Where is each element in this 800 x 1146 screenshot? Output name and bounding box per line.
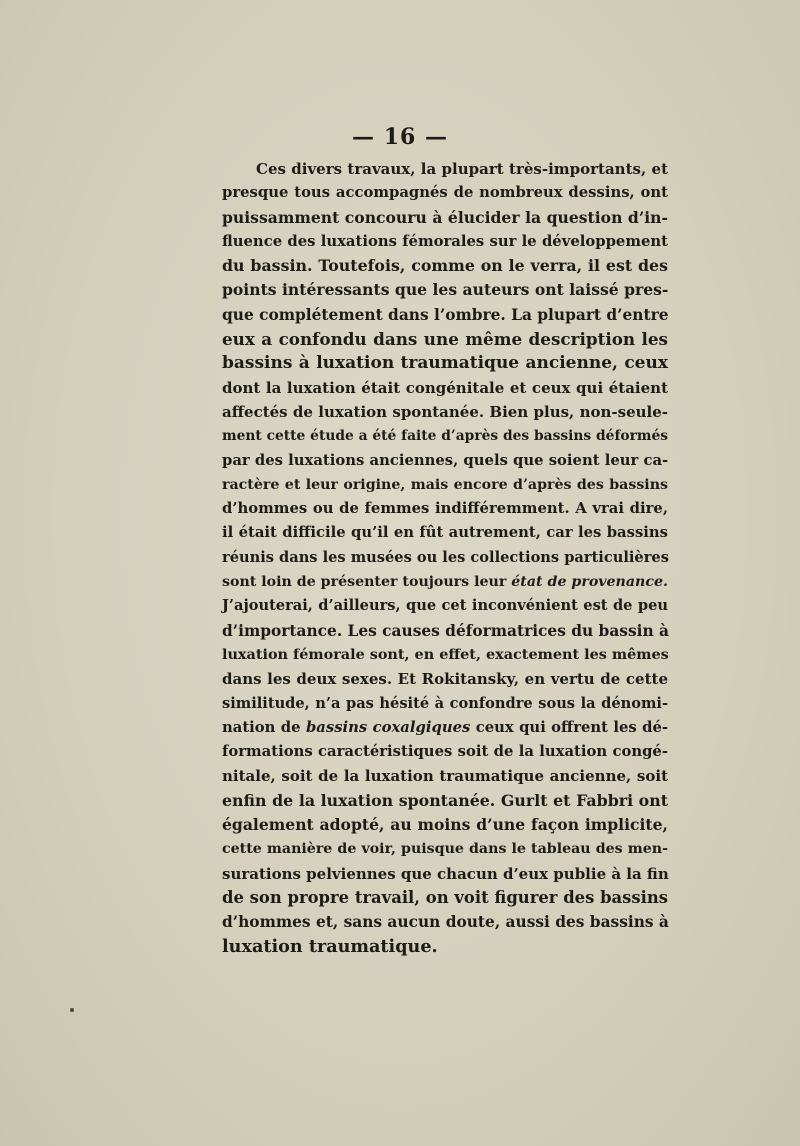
text-line: formations caractéristiques soit de la luxation congé-	[222, 743, 668, 761]
text-line: par des luxations anciennes, quels que soient leur ca-	[222, 451, 669, 469]
text-line: également adopté, au moins d’une façon implicite,	[222, 815, 668, 835]
text-line: ractère et leur origine, mais encore d’après des bassins	[222, 476, 668, 493]
text-line: du bassin. Toutefois, comme on le verra, il est des	[222, 256, 668, 276]
text-line: eux a confondu dans une même description les	[222, 329, 668, 350]
text-line: que complétement dans l’ombre. La plupart d’entre	[222, 305, 669, 324]
text-line: luxation traumatique.	[222, 935, 438, 957]
text-line: nitale, soit de la luxation traumatique ancienne, soit	[222, 767, 668, 786]
text-line: dont la luxation était congénitale et ceux qui étaient	[222, 378, 668, 397]
text-line: cette manière de voir, puisque dans le tableau des men-	[222, 841, 668, 858]
text-line: puissamment concouru à élucider la question d’in-	[222, 207, 668, 227]
text-line: J’ajouterai, d’ailleurs, que cet inconvénient est de peu	[222, 597, 668, 615]
text-line: luxation fémorale sont, en effet, exactement les mêmes	[222, 645, 669, 663]
text-line: sont loin de présenter toujours leur état de provenance.	[222, 574, 668, 591]
text-line: points intéressants que les auteurs ont laissé pres-	[222, 280, 669, 300]
text-line: similitude, n’a pas hésité à confondre sous la dénomi-	[222, 694, 668, 712]
text-line: presque tous accompagnés de nombreux dessins, ont	[222, 184, 668, 202]
text-line: dans les deux sexes. Et Rokitansky, en vertu de cette	[222, 670, 668, 689]
text-line: affectés de luxation spontanée. Bien plus, non-seule-	[222, 402, 668, 421]
text-line: Ces divers travaux, la plupart très-importants, et	[256, 160, 668, 178]
text-line: nation de bassins coxalgiques ceux qui offrent les dé-	[222, 718, 668, 736]
text-line: de son propre travail, on voit figurer des bassins	[222, 887, 668, 907]
text-line: d’hommes et, sans aucun doute, aussi des bassins à	[222, 913, 669, 932]
text-line: fluence des luxations fémorales sur le développement	[222, 232, 668, 250]
italic-phrase: état de provenance.	[511, 574, 668, 591]
text-line: réunis dans les musées ou les collections particulières	[222, 548, 669, 566]
body-paragraph	[222, 157, 668, 959]
text-line: enfin de la luxation spontanée. Gurlt et Fabbri ont	[222, 790, 668, 810]
italic-phrase: bassins coxalgiques	[305, 718, 471, 736]
text-line: il était difficile qu’il en fût autrement, car les bassins	[222, 524, 668, 542]
text-line: d’importance. Les causes déformatrices du bassin à	[222, 621, 669, 640]
text-line: bassins à luxation traumatique ancienne, ceux	[222, 353, 668, 374]
text-line: ment cette étude a été faite d’après des bassins déformés	[222, 428, 668, 445]
text-line: surations pelviennes que chacun d’eux publie à la fin	[222, 864, 669, 883]
page-number: — 16 —	[352, 124, 448, 150]
ink-spot	[70, 1008, 74, 1012]
text-line: d’hommes ou de femmes indifféremment. A vrai dire,	[222, 500, 668, 518]
